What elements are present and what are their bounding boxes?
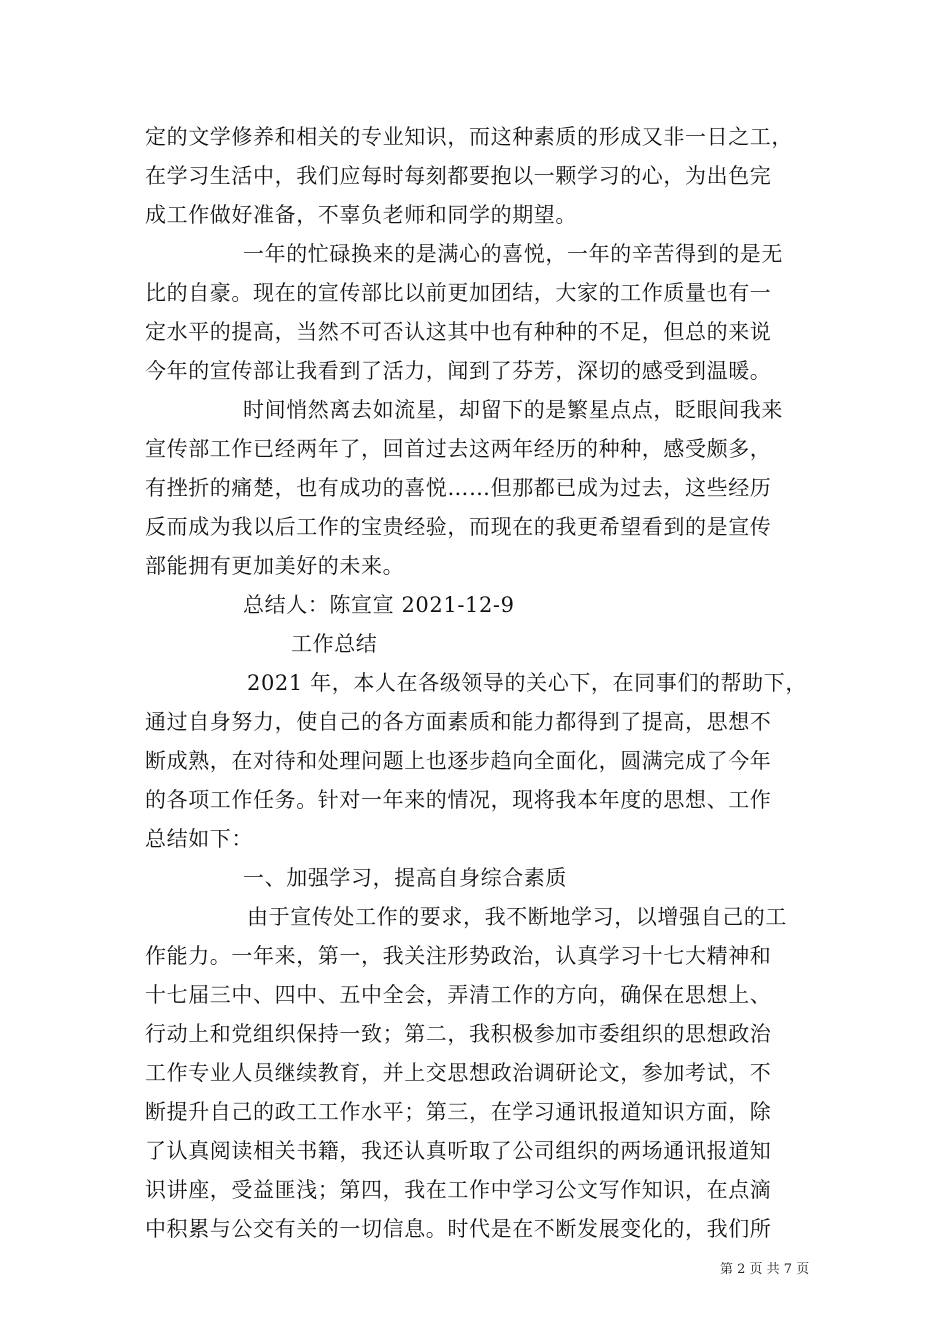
section-title: 工作总结 [291, 632, 378, 656]
text-line: 定水平的提高，当然不可否认这其中也有种种的不足，但总的来说 [145, 320, 772, 344]
text-line: 作能力。一年来，第一，我关注形势政治，认真学习十七大精神和 [145, 944, 772, 968]
text-line: 工作专业人员继续教育，并上交思想政治调研论文，参加考试，不 [145, 1061, 772, 1085]
text-line: 总结如下： [145, 827, 253, 851]
paragraph-start-line: 由于宣传处工作的要求，我不断地学习，以增强自己的工 [247, 905, 787, 929]
text-line: 通过自身努力，使自己的各方面素质和能力都得到了提高，思想不 [145, 710, 772, 734]
text-line: 宣传部工作已经两年了，回首过去这两年经历的种种，感受颇多， [145, 437, 772, 461]
text-line: 反而成为我以后工作的宝贵经验，而现在的我更希望看到的是宣传 [145, 515, 772, 539]
text-line: 比的自豪。现在的宣传部比以前更加团结，大家的工作质量也有一 [145, 281, 772, 305]
text-line: 的各项工作任务。针对一年来的情况，现将我本年度的思想、工作 [145, 788, 772, 812]
text-line: 今年的宣传部让我看到了活力，闻到了芬芳，深切的感受到温暖。 [145, 359, 772, 383]
text-line: 了认真阅读相关书籍，我还认真听取了公司组织的两场通讯报道知 [145, 1139, 772, 1163]
text-line: 定的文学修养和相关的专业知识，而这种素质的形成又非一日之工， [145, 125, 793, 149]
text-line: 断成熟，在对待和处理问题上也逐步趋向全面化，圆满完成了今年 [145, 749, 772, 773]
text-line: 断提升自己的政工工作水平；第三，在学习通讯报道知识方面，除 [145, 1100, 772, 1124]
paragraph-start-line: 2021 年，本人在各级领导的关心下，在同事们的帮助下， [247, 671, 807, 695]
text-line: 部能拥有更加美好的未来。 [145, 554, 405, 578]
text-line: 成工作做好准备，不辜负老师和同学的期望。 [145, 203, 577, 227]
signature-line: 总结人：陈宣宣 2021-12-9 [243, 593, 515, 617]
text-line: 有挫折的痛楚，也有成功的喜悦……但那都已成为过去，这些经历 [145, 476, 772, 500]
text-line: 在学习生活中，我们应每时每刻都要抱以一颗学习的心，为出色完 [145, 164, 772, 188]
paragraph-start-line: 一年的忙碌换来的是满心的喜悦，一年的辛苦得到的是无 [243, 242, 783, 266]
page-number-footer: 第 2 页 共 7 页 [720, 1262, 810, 1277]
paragraph-start-line: 时间悄然离去如流星，却留下的是繁星点点，眨眼间我来 [243, 398, 783, 422]
text-line: 十七届三中、四中、五中全会，弄清工作的方向，确保在思想上、 [145, 983, 772, 1007]
text-line: 行动上和党组织保持一致；第二，我积极参加市委组织的思想政治 [145, 1022, 772, 1046]
text-line: 中积累与公交有关的一切信息。时代是在不断发展变化的，我们所 [145, 1217, 772, 1241]
subsection-heading: 一、加强学习，提高自身综合素质 [243, 866, 567, 890]
text-line: 识讲座，受益匪浅；第四，我在工作中学习公文写作知识，在点滴 [145, 1178, 772, 1202]
